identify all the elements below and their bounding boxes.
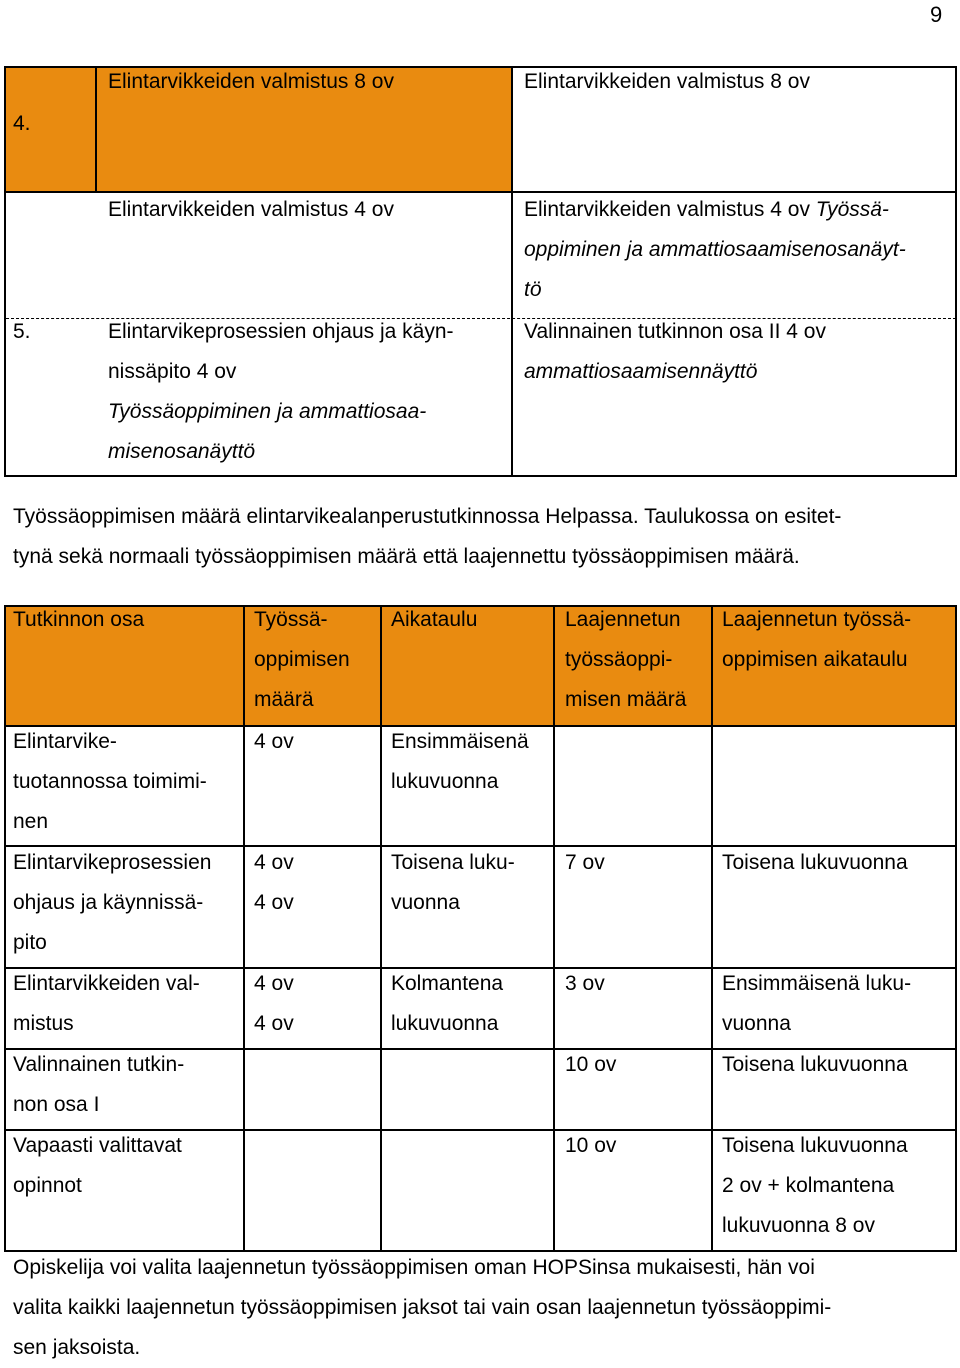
table-cell: 2 ov + kolmantena: [722, 1174, 895, 1197]
column-divider: [380, 605, 382, 1252]
row-4-left: Elintarvikkeiden valmistus 8 ov: [108, 70, 394, 93]
header-cell: Laajennetun työssä-: [722, 608, 912, 631]
table-cell: Elintarvikkeiden val-: [13, 972, 200, 995]
table-cell: Toisena lukuvuonna: [722, 1053, 908, 1076]
text-span: Elintarvikkeiden valmistus 4 ov: [524, 198, 816, 221]
divider: [95, 66, 97, 192]
table-cell: lukuvuonna: [391, 770, 499, 793]
table-cell: Elintarvike-: [13, 730, 117, 753]
row-4-right: Elintarvikkeiden valmistus 8 ov: [524, 70, 810, 93]
table-cell: opinnot: [13, 1174, 82, 1197]
header-cell: Työssä-: [254, 608, 328, 631]
column-divider: [711, 605, 713, 1252]
table-cell: mistus: [13, 1012, 74, 1035]
paragraph-line: Opiskelija voi valita laajennetun työssäoppimisen oman HOPSinsa mukaisesti, hän voi: [13, 1256, 815, 1279]
paragraph-line: tynä sekä normaali työssäoppimisen määrä että laajennettu työssäoppimisen määrä.: [13, 545, 800, 568]
table-cell: non osa I: [13, 1093, 100, 1116]
table-cell: Toisena lukuvuonna: [722, 851, 908, 874]
table-cell: Toisena lukuvuonna: [722, 1134, 908, 1157]
header-cell: Tutkinnon osa: [13, 608, 145, 631]
header-cell: oppimisen aikataulu: [722, 648, 908, 671]
paragraph-line: Työssäoppimisen määrä elintarvikealanperustutkinnossa Helpassa. Taulukossa on esitet-: [13, 505, 842, 528]
row-5-left: nissäpito 4 ov: [108, 360, 237, 383]
column-divider: [243, 605, 245, 1252]
row-5-left: misenosanäyttö: [108, 440, 256, 463]
table-cell: vuonna: [391, 891, 460, 914]
table-cell: 3 ov: [565, 972, 605, 995]
table-cell: vuonna: [722, 1012, 791, 1035]
row-5-left: Työssäoppiminen ja ammattiosaa-: [108, 400, 427, 423]
row-5-number: 5.: [13, 320, 31, 343]
table-cell: Toisena luku-: [391, 851, 515, 874]
header-cell: oppimisen: [254, 648, 350, 671]
table-cell: ohjaus ja käynnissä-: [13, 891, 204, 914]
row-5-right-top: tö: [524, 278, 542, 301]
paragraph-line: valita kaikki laajennetun työssäoppimisen jaksot tai vain osan laajennetun työssäoppimi-: [13, 1296, 832, 1319]
table-cell: 4 ov: [254, 891, 294, 914]
table-cell: 10 ov: [565, 1134, 617, 1157]
table-cell: 7 ov: [565, 851, 605, 874]
table-cell: 4 ov: [254, 972, 294, 995]
table-cell: Kolmantena: [391, 972, 504, 995]
table-cell: Valinnainen tutkin-: [13, 1053, 185, 1076]
page-number: 9: [930, 2, 943, 27]
table-cell: tuotannossa toimimi-: [13, 770, 207, 793]
table-cell: 4 ov: [254, 851, 294, 874]
text-span: Työssä-: [815, 198, 889, 221]
header-cell: työssäoppi-: [565, 648, 673, 671]
row-5-right-bottom: ammattiosaamisennäyttö: [524, 360, 758, 383]
header-cell: Laajennetun: [565, 608, 681, 631]
divider: [511, 66, 513, 477]
header-cell: Aikataulu: [391, 608, 478, 631]
row-5-left: Elintarvikeprosessien ohjaus ja käyn-: [108, 320, 454, 343]
row-5-left: Elintarvikkeiden valmistus 4 ov: [108, 198, 394, 221]
table-cell: 10 ov: [565, 1053, 617, 1076]
table-cell: Ensimmäisenä: [391, 730, 529, 753]
table-cell: Vapaasti valittavat: [13, 1134, 182, 1157]
row-5-right-bottom: Valinnainen tutkinnon osa II 4 ov: [524, 320, 826, 343]
row-5-right-top: [524, 190, 889, 230]
table-cell: 4 ov: [254, 730, 294, 753]
table-cell: pito: [13, 931, 47, 954]
header-cell: määrä: [254, 688, 314, 711]
table-cell: lukuvuonna: [391, 1012, 499, 1035]
column-divider: [553, 605, 555, 1252]
table-cell: nen: [13, 810, 49, 833]
header-cell: misen määrä: [565, 688, 687, 711]
row-4-number: 4.: [13, 112, 31, 135]
table-cell: 4 ov: [254, 1012, 294, 1035]
row-5-right-top: oppiminen ja ammattiosaamisenosanäyt-: [524, 238, 906, 261]
paragraph-line: sen jaksoista.: [13, 1336, 141, 1359]
table-cell: Elintarvikeprosessien: [13, 851, 212, 874]
table-cell: Ensimmäisenä luku-: [722, 972, 912, 995]
table-cell: lukuvuonna 8 ov: [722, 1214, 875, 1237]
